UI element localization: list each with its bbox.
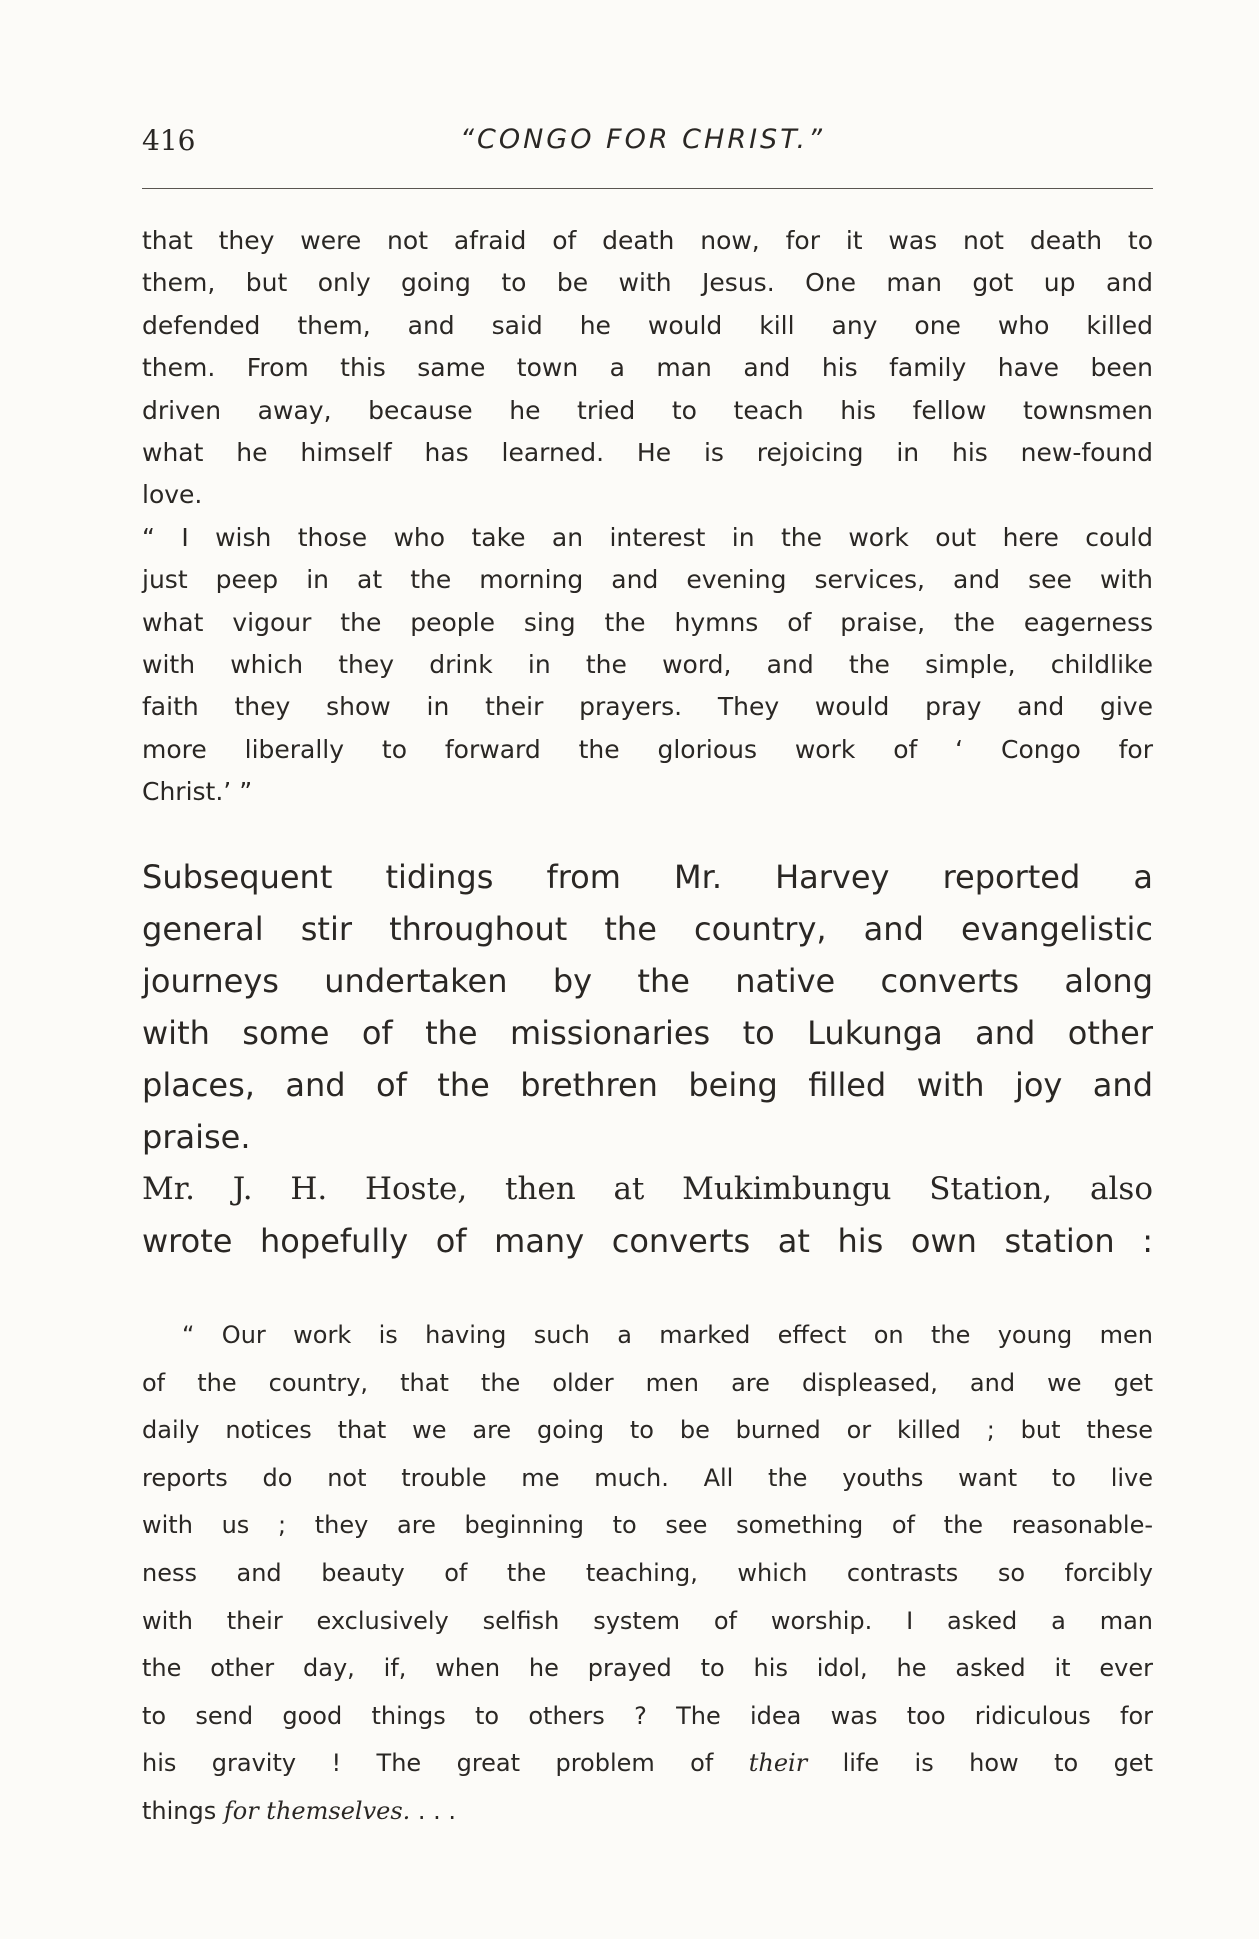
text-line: reports do not trouble me much. All the youths want to live (142, 1463, 1153, 1492)
text-line: praise. (142, 1118, 251, 1156)
text-line: with which they drink in the word, and the simple, childlike (142, 649, 1153, 679)
block-quote (142, 1312, 1153, 1836)
text-run: his gravity ! The great problem of (142, 1749, 749, 1778)
text-line: more liberally to forward the glorious work of ‘ Congo for (142, 734, 1153, 764)
text-line: with us ; they are beginning to see something of the reasonable- (142, 1511, 1153, 1540)
text-run: life is how to get (807, 1749, 1153, 1778)
text-line: that they were not afraid of death now, for it was not death to (142, 226, 1153, 255)
text-line: defended them, and said he would kill any one who killed (142, 310, 1153, 340)
text-line: journeys undertaken by the native converts along (142, 962, 1153, 1000)
text-line: ness and beauty of the teaching, which contrasts so forcibly (142, 1558, 1153, 1587)
running-title: “CONGO FOR CHRIST.” (460, 124, 826, 155)
text-line: the other day, if, when he prayed to his idol, he asked it ever (142, 1654, 1153, 1683)
italic-text: for themselves. (223, 1796, 411, 1825)
text-line: to send good things to others ? The idea was too ridiculous for (142, 1701, 1153, 1730)
text-line: general stir throughout the country, and evangelistic (142, 910, 1153, 948)
text-line: “ Our work is having such a marked effect on the young men (182, 1321, 1153, 1349)
text-line: “ I wish those who take an interest in the work out here could (142, 522, 1153, 552)
text-line: driven away, because he tried to teach his fellow townsmen (142, 395, 1153, 425)
text-line: what he himself has learned. He is rejoicing in his new-found (142, 437, 1153, 467)
text-line: places, and of the brethren being filled with joy and (142, 1066, 1153, 1104)
text-line: of the country, that the older men are displeased, and we get (142, 1368, 1153, 1397)
text-line: Christ.’ ” (142, 777, 253, 807)
text-line: with some of the missionaries to Lukunga and other (142, 1014, 1153, 1052)
text-line: Mr. J. H. Hoste, then at Mukimbungu Station, also (142, 1171, 1153, 1207)
text-run: things (142, 1796, 224, 1825)
text-line: just peep in at the morning and evening services, and see with (142, 565, 1153, 595)
text-line: faith they show in their prayers. They would pray and give (142, 692, 1153, 722)
text-line: daily notices that we are going to be burned or killed ; but these (142, 1416, 1153, 1445)
text-line: wrote hopefully of many converts at his own station : (142, 1222, 1153, 1260)
text-line: love. (142, 480, 203, 510)
text-line (142, 1740, 1153, 1788)
italic-text: their (748, 1749, 808, 1778)
header-rule (142, 188, 1153, 189)
text-line: them, but only going to be with Jesus. One man got up and (142, 268, 1153, 298)
text-run: . . . (410, 1796, 457, 1825)
text-line: what vigour the people sing the hymns of praise, the eagerness (142, 607, 1153, 637)
large-paragraphs (142, 851, 1153, 1267)
body-text (142, 220, 1153, 813)
text-line (142, 1788, 1153, 1836)
text-line: them. From this same town a man and his family have been (142, 353, 1153, 383)
text-line: with their exclusively selfish system of worship. I asked a man (142, 1606, 1153, 1635)
page-number: 416 (142, 124, 196, 157)
text-line: Subsequent tidings from Mr. Harvey reported a (142, 858, 1153, 896)
